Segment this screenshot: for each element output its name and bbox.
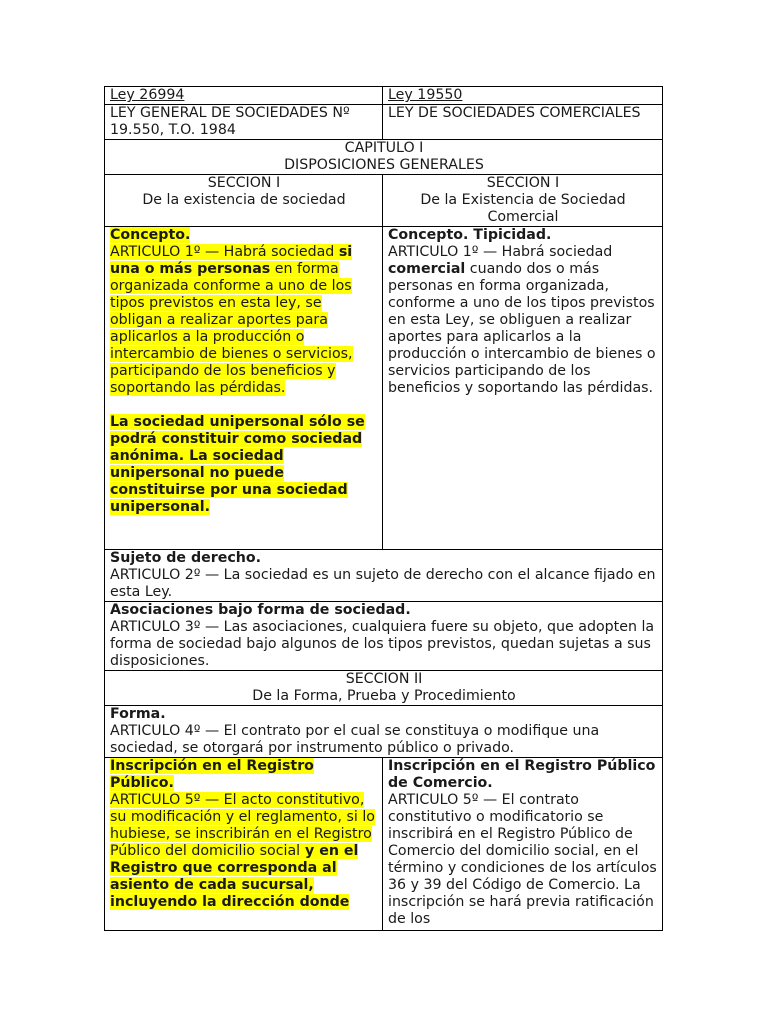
article-five-left-heading: Inscripción en el Registro Público. [110,758,314,791]
article-one-right-text-c: cuando dos o más personas en forma organizada, conforme a uno de los tipos previstos en esta Ley, se obliguen a realizar aportes para aplicarlos a la producción o intercambio de bienes o servicios participando de los beneficios y soportando las pérdidas. [388,261,656,396]
section-one-right-label: SECCION I [486,175,560,191]
article-two-cell [105,550,663,602]
article-five-right-text: ARTICULO 5º — El contrato constitutivo o modificatorio se inscribirá en el Registro Público de Comercio del domicilio social, en el término y condiciones de los artículos 36 y 39 del Código de Comercio. La inscripción se hará previa ratificación de los [388,792,657,927]
section-one-right [383,175,663,227]
article-five-left [105,758,383,931]
article-one-row [105,227,663,550]
article-five-left-text-b: y en el Registro que corresponda al asiento de cada sucursal, incluyendo la dirección donde [110,843,359,910]
law-comparison-table [104,86,663,931]
article-three-text: ARTICULO 3º — Las asociaciones, cualquiera fuere su objeto, que adopten la forma de sociedad bajo algunos de los tipos previstos, quedan sujetas a sus disposiciones. [110,619,655,669]
article-three-row [105,602,663,671]
chapter-cell [105,140,663,175]
law-title-row [105,105,663,140]
article-five-row [105,758,663,931]
article-five-left-text-a: ARTICULO 5º — El acto constitutivo, su modificación y el reglamento, si lo hubiese, se inscribirán en el Registro Público del domicilio social [110,792,375,859]
article-five-right [383,758,663,931]
article-one-left-unipersonal: La sociedad unipersonal sólo se podrá constituir como sociedad anónima. La sociedad unipersonal no puede constituirse por una sociedad unipersonal. [110,414,365,515]
article-four-cell [105,706,663,758]
article-one-left-heading: Concepto. [110,227,191,243]
article-two-heading: Sujeto de derecho. [110,550,262,566]
section-two-label: SECCION II [345,671,423,687]
article-one-left-text-c: en forma organizada conforme a uno de los tipos previstos en esta ley, se obligan a realizar aportes para aplicarlos a la producción o intercambio de bienes o servicios, participando de los beneficios y soportando las pérdidas. [110,261,353,396]
article-one-right-text-a: ARTICULO 1º — Habrá sociedad [388,244,613,260]
law-right-title: LEY DE SOCIEDADES COMERCIALES [383,105,663,140]
chapter-label: CAPITULO I [344,140,424,156]
article-one-right-text-b: comercial [388,261,466,277]
section-two-title: De la Forma, Prueba y Procedimiento [252,688,516,704]
article-two-text: ARTICULO 2º — La sociedad es un sujeto de derecho con el alcance fijado en esta Ley. [110,567,656,600]
law-right-cell [383,87,663,105]
section-one-right-title: De la Existencia de Sociedad Comercial [420,192,626,225]
section-two-row [105,671,663,706]
section-one-left-title: De la existencia de sociedad [142,192,346,208]
article-four-heading: Forma. [110,706,166,722]
article-two-row [105,550,663,602]
article-one-right [383,227,663,550]
article-one-left-text-a: ARTICULO 1º — Habrá sociedad [110,244,339,260]
section-one-left [105,175,383,227]
article-four-row [105,706,663,758]
chapter-title: DISPOSICIONES GENERALES [284,157,484,173]
article-three-cell [105,602,663,671]
section-two-cell [105,671,663,706]
article-one-right-heading: Concepto. Tipicidad. [388,227,552,243]
article-one-left-text-b: si una o más personas [110,244,353,277]
article-four-text: ARTICULO 4º — El contrato por el cual se constituya o modifique una sociedad, se otorgará por instrumento público o privado. [110,723,600,756]
law-number-row [105,87,663,105]
law-left-number: Ley 26994 [110,87,185,103]
law-right-number: Ley 19550 [388,87,463,103]
law-left-cell [105,87,383,105]
article-five-right-heading: Inscripción en el Registro Público de Comercio. [388,758,656,791]
section-one-row [105,175,663,227]
article-three-heading: Asociaciones bajo forma de sociedad. [110,602,411,618]
article-one-left [105,227,383,550]
chapter-row [105,140,663,175]
law-left-title: LEY GENERAL DE SOCIEDADES Nº 19.550, T.O. 1984 [105,105,383,140]
section-one-left-label: SECCION I [207,175,281,191]
